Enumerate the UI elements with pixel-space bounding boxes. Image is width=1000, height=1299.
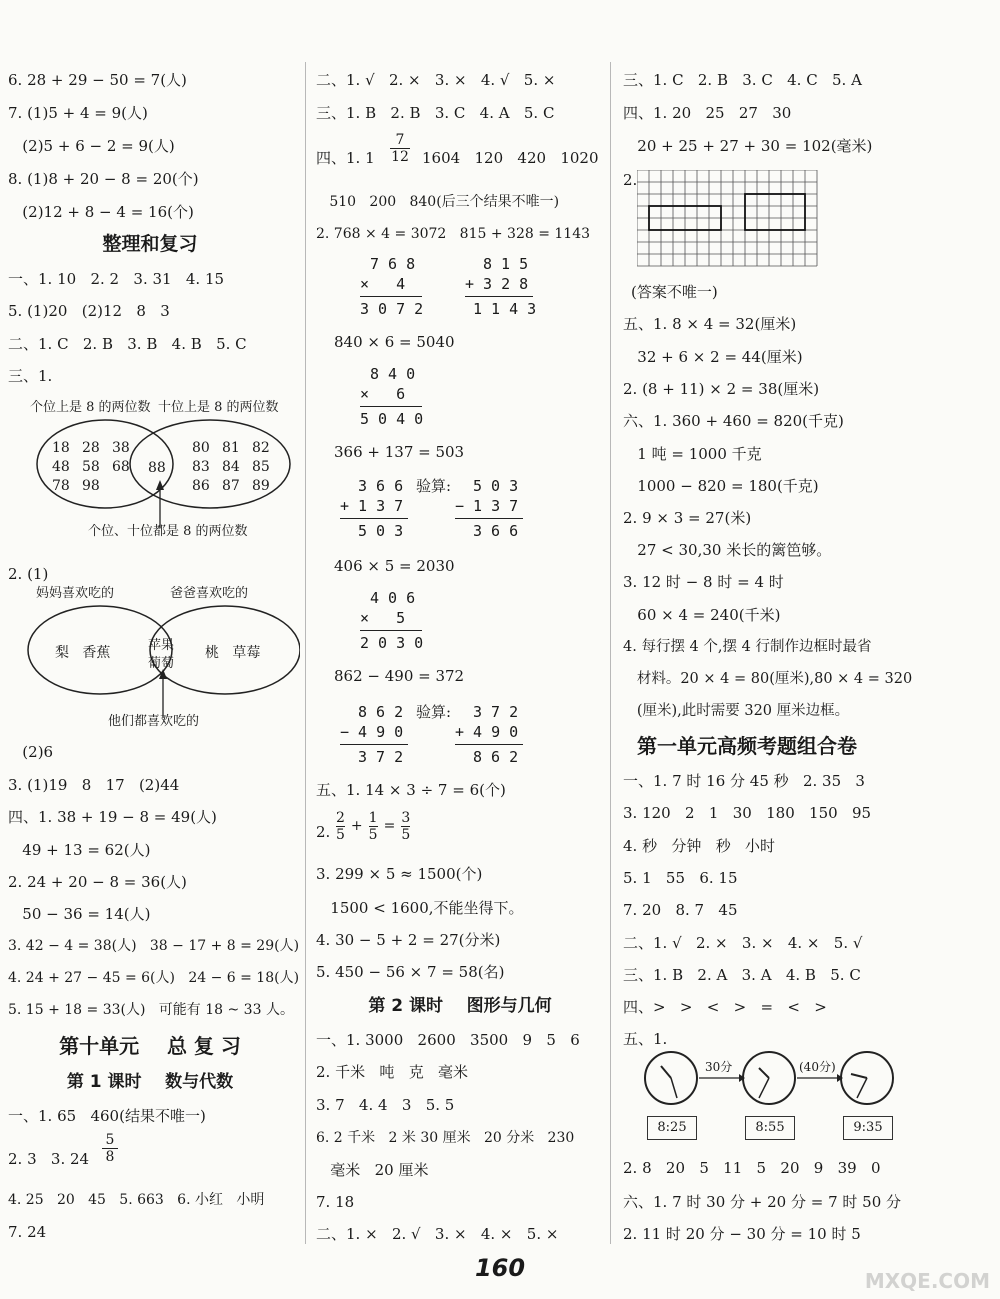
- operand: + 1 3 7: [340, 497, 404, 515]
- answer-line: 406 × 5 = 2030: [334, 557, 455, 575]
- answer-line: 4. 30 − 5 + 2 = 27(分米): [316, 931, 501, 949]
- fraction-numerator: 1: [368, 809, 378, 826]
- venn-item: 28: [82, 440, 100, 456]
- venn-item: 89: [252, 478, 270, 494]
- rectangle-shape: [745, 194, 805, 230]
- answer-line: 1604 120 420 1020: [422, 149, 599, 167]
- operand: × 5: [360, 609, 406, 627]
- answer-line: 三、1. B 2. B 3. C 4. A 5. C: [316, 104, 555, 122]
- operand: × 6: [360, 385, 406, 403]
- operand: 8 1 5: [483, 255, 529, 273]
- answer-line: 840 × 6 = 5040: [334, 333, 455, 351]
- venn-item: 86: [192, 478, 210, 494]
- vertical-calculation: [360, 364, 440, 436]
- plus-sign: +: [350, 818, 363, 834]
- operand: − 4 9 0: [340, 723, 404, 741]
- result: 3 0 7 2: [360, 300, 424, 318]
- fraction-denominator: 12: [391, 149, 409, 165]
- answer-line: 20 + 25 + 27 + 30 = 102(毫米): [623, 137, 873, 155]
- answer-line: 2.: [623, 171, 638, 189]
- answer-line: 五、1. 8 × 4 = 32(厘米): [623, 315, 797, 333]
- answer-line: 三、1. B 2. A 3. A 4. B 5. C: [623, 966, 861, 984]
- result: 3 7 2: [358, 748, 404, 766]
- answer-line: 三、1. C 2. B 3. C 4. C 5. A: [623, 71, 862, 89]
- answer-line: 二、1. √ 2. × 3. × 4. √ 5. ×: [316, 71, 556, 89]
- fraction: [102, 1132, 118, 1165]
- unit-heading: 第一单元高频考题组合卷: [637, 734, 857, 758]
- clock-icon: [645, 1052, 697, 1104]
- venn-left-set: 梨 香蕉: [55, 645, 111, 661]
- answer-line: 五、1. 14 × 3 ÷ 7 = 6(个): [316, 781, 506, 799]
- lesson-heading: 第 1 课时 数与代数: [66, 1072, 234, 1092]
- calc-line: [360, 630, 422, 631]
- venn-item: 81: [222, 440, 240, 456]
- answer-line: 四、1. 1: [316, 149, 375, 167]
- calc-line: [340, 518, 408, 519]
- answer-line: 六、1. 360 + 460 = 820(千克): [623, 412, 844, 430]
- fraction: [336, 810, 345, 843]
- answer-line: 四、> > < > = < >: [623, 998, 827, 1016]
- answer-line: 1000 − 820 = 180(千克): [623, 477, 819, 495]
- answer-line: 6. 28 + 29 − 50 = 7(人): [8, 71, 187, 89]
- answer-line: 366 + 137 = 503: [334, 443, 465, 461]
- operand: 8 6 2: [358, 703, 404, 721]
- answer-line: 2. 3 3. 24: [8, 1150, 90, 1168]
- answer-line: 862 − 490 = 372: [334, 667, 465, 685]
- answer-line: 8. (1)8 + 20 − 8 = 20(个): [8, 170, 199, 188]
- operand: 3 6 6: [358, 477, 404, 495]
- vertical-calculation: [465, 254, 555, 326]
- answer-line: 7. (1)5 + 4 = 9(人): [8, 104, 148, 122]
- venn-item: 87: [222, 478, 240, 494]
- fraction-numerator: 7: [395, 132, 405, 148]
- venn-item: 38: [112, 440, 130, 456]
- answer-line: 60 × 4 = 240(千米): [623, 606, 781, 624]
- answer-line: 5. 1 55 6. 15: [623, 869, 738, 887]
- answer-line: 4. 每行摆 4 个,摆 4 行制作边框时最省: [623, 639, 872, 655]
- fraction-denominator: 5: [368, 826, 378, 843]
- operand: + 3 2 8: [465, 275, 529, 293]
- fraction-numerator: 3: [401, 809, 411, 826]
- answer-line: 一、1. 7 时 16 分 45 秒 2. 35 3: [623, 772, 865, 790]
- answer-line: 一、1. 10 2. 2 3. 31 4. 15: [8, 270, 225, 288]
- operand: 4 0 6: [370, 589, 416, 607]
- result: 5 0 3: [358, 522, 404, 540]
- calc-line: [360, 296, 422, 297]
- answer-line: 1500 < 1600,不能坐得下。: [316, 899, 524, 917]
- answer-line: 3. (1)19 8 17 (2)44: [8, 776, 180, 794]
- vertical-calculation: [360, 588, 440, 660]
- answer-line: 27 < 30,30 米长的篱笆够。: [623, 541, 832, 559]
- venn-right-title: 爸爸喜欢吃的: [170, 586, 249, 601]
- calc-line: [455, 744, 523, 745]
- answer-line: 2. 768 × 4 = 3072 815 + 328 = 1143: [316, 226, 591, 242]
- answer-line: 510 200 840(后三个结果不唯一): [316, 194, 560, 210]
- operand: + 4 9 0: [455, 723, 519, 741]
- answer-line: 32 + 6 × 2 = 44(厘米): [623, 348, 803, 366]
- answer-line: 3. 7 4. 4 3 5. 5: [316, 1096, 455, 1114]
- fraction-numerator: 5: [105, 1132, 115, 1148]
- venn-item: 48: [52, 459, 70, 475]
- clock-icon: [743, 1052, 795, 1104]
- clock-time-box: 8:55: [745, 1116, 795, 1140]
- answer-line: 5. (1)20 (2)12 8 3: [8, 302, 170, 320]
- venn-item: 58: [82, 459, 100, 475]
- page-number: 160: [474, 1254, 526, 1282]
- watermark-text: MXQE.COM: [864, 1269, 990, 1293]
- answer-line: 2. 24 + 20 − 8 = 36(人): [8, 873, 187, 891]
- answer-line: 49 + 13 = 62(人): [8, 841, 151, 859]
- answer-line: 2. 8 20 5 11 5 20 9 39 0: [623, 1159, 881, 1177]
- venn-intersection-bottom: 葡萄: [148, 656, 175, 671]
- fraction: [369, 810, 378, 843]
- venn-left-set: [52, 440, 152, 494]
- result: 2 0 3 0: [360, 634, 424, 652]
- answer-line: 6. 2 千米 2 米 30 厘米 20 分米 230: [316, 1130, 575, 1146]
- answer-line: 2. 千米 吨 克 毫米: [316, 1063, 468, 1081]
- venn-diagram-fruits: [0, 578, 300, 728]
- vertical-calculation: [455, 476, 545, 548]
- unit-heading: 第十单元 总 复 习: [59, 1034, 241, 1058]
- answer-line: 三、1.: [8, 367, 53, 385]
- fraction-denominator: 5: [336, 826, 345, 843]
- answer-line: 二、1. × 2. √ 3. × 4. × 5. ×: [316, 1225, 559, 1243]
- answer-line: 50 − 36 = 14(人): [8, 905, 151, 923]
- operand: × 4: [360, 275, 406, 293]
- venn-right-set: [192, 440, 292, 494]
- answer-line: (2)6: [8, 743, 54, 761]
- answer-line: (2)5 + 6 − 2 = 9(人): [8, 137, 175, 155]
- answer-line: 毫米 20 厘米: [316, 1161, 429, 1179]
- venn-left-title: 个位上是 8 的两位数: [30, 400, 151, 415]
- answer-line: 一、1. 65 460(结果不唯一): [8, 1107, 206, 1125]
- answer-line: 4. 秒 分钟 秒 小时: [623, 837, 775, 855]
- answer-line: 2. (1): [8, 565, 49, 583]
- answer-line: 四、1. 38 + 19 − 8 = 49(人): [8, 808, 217, 826]
- answer-line: 材料。20 × 4 = 80(厘米),80 × 4 = 320: [623, 671, 913, 687]
- result: 1 1 4 3: [473, 300, 537, 318]
- result: 8 6 2: [473, 748, 519, 766]
- answer-line: 4. 24 + 27 − 45 = 6(人) 24 − 6 = 18(人): [8, 970, 300, 986]
- grid-drawing: [637, 170, 827, 270]
- venn-item: 82: [252, 440, 270, 456]
- answer-line: 3. 299 × 5 ≈ 1500(个): [316, 865, 483, 883]
- answer-line: 3. 120 2 1 30 180 150 95: [623, 804, 872, 822]
- venn-caption: 他们都喜欢吃的: [108, 714, 200, 729]
- answer-line: 7. 20 8. 7 45: [623, 901, 738, 919]
- venn-item: 80: [192, 440, 210, 456]
- answer-line: 5. 450 − 56 × 7 = 58(名): [316, 963, 505, 981]
- venn-item: 98: [82, 478, 100, 494]
- answer-line: 四、1. 20 25 27 30: [623, 104, 792, 122]
- vertical-calculation: [455, 702, 545, 774]
- operand: − 1 3 7: [455, 497, 519, 515]
- answer-line: 4. 25 20 45 5. 663 6. 小红 小明: [8, 1192, 265, 1208]
- venn-diagram-digits: [0, 392, 300, 542]
- section-heading: 整理和复习: [102, 233, 198, 255]
- answer-note: (答案不唯一): [631, 283, 718, 301]
- answer-line: 3. 42 − 4 = 38(人) 38 − 17 + 8 = 29(人): [8, 938, 300, 954]
- answer-line: (厘米),此时需要 320 厘米边框。: [623, 703, 850, 719]
- arrow-label: (40分): [799, 1060, 836, 1074]
- answer-line: 5. 15 + 18 = 33(人) 可能有 18 ~ 33 人。: [8, 1002, 294, 1018]
- answer-line: 一、1. 3000 2600 3500 9 5 6: [316, 1031, 580, 1049]
- answer-line: 7. 18: [316, 1193, 355, 1211]
- answer-line: 六、1. 7 时 30 分 + 20 分 = 7 时 50 分: [623, 1193, 902, 1211]
- venn-item: 68: [112, 459, 130, 475]
- operand: 8 4 0: [370, 365, 416, 383]
- arrow-label: 30分: [705, 1060, 733, 1074]
- vertical-calculation: [360, 254, 440, 326]
- operand: 3 7 2: [473, 703, 519, 721]
- fraction-denominator: 5: [401, 826, 411, 843]
- fraction: [390, 132, 410, 165]
- clock-time-box: 8:25: [647, 1116, 697, 1140]
- clock-drawings: [635, 1032, 905, 1122]
- venn-right-set: 桃 草莓: [205, 645, 261, 661]
- calc-line: [455, 518, 523, 519]
- equals-sign: =: [383, 818, 396, 834]
- venn-item: 83: [192, 459, 210, 475]
- venn-item: 78: [52, 478, 70, 494]
- check-label: 验算:: [416, 703, 452, 721]
- venn-intersection-top: 苹果: [148, 638, 175, 653]
- check-label: 验算:: [416, 477, 452, 495]
- venn-intersection: 88: [148, 460, 166, 476]
- watermark-logo: [820, 1223, 990, 1293]
- result: 5 0 4 0: [360, 410, 424, 428]
- answer-line: 二、1. C 2. B 3. B 4. B 5. C: [8, 335, 247, 353]
- operand: 7 6 8: [370, 255, 416, 273]
- answer-line: 2. 11 时 20 分 − 30 分 = 10 时 5: [623, 1225, 861, 1243]
- calc-line: [465, 296, 533, 297]
- lesson-heading: 第 2 课时 图形与几何: [368, 996, 552, 1016]
- fraction-denominator: 8: [105, 1149, 115, 1165]
- fraction: [401, 810, 410, 843]
- clock-sequence: [635, 1032, 905, 1152]
- clock-time-box: 9:35: [843, 1116, 893, 1140]
- answer-line: 7. 24: [8, 1223, 47, 1241]
- calc-line: [360, 406, 422, 407]
- fraction-numerator: 2: [336, 809, 345, 826]
- clock-icon: [841, 1052, 893, 1104]
- result: 3 6 6: [473, 522, 519, 540]
- fraction-equation: [336, 806, 456, 846]
- venn-item: 85: [252, 459, 270, 475]
- column-divider: [610, 62, 611, 1244]
- answer-line: 2. 9 × 3 = 27(米): [623, 509, 752, 527]
- venn-item: 18: [52, 440, 70, 456]
- venn-caption: 个位、十位都是 8 的两位数: [88, 524, 248, 539]
- answer-line: 1 吨 = 1000 千克: [623, 445, 762, 463]
- column-divider: [305, 62, 306, 1244]
- answer-line: 二、1. √ 2. × 3. × 4. × 5. √: [623, 934, 863, 952]
- answer-line: 2.: [316, 823, 331, 841]
- venn-right-title: 十位上是 8 的两位数: [158, 400, 279, 415]
- calc-line: [340, 744, 408, 745]
- operand: 5 0 3: [473, 477, 519, 495]
- venn-left-title: 妈妈喜欢吃的: [36, 586, 115, 601]
- answer-line: (2)12 + 8 − 4 = 16(个): [8, 203, 194, 221]
- venn-item: 84: [222, 459, 240, 475]
- answer-line: 3. 12 时 − 8 时 = 4 时: [623, 573, 784, 591]
- answer-line: 五、1.: [623, 1030, 668, 1048]
- answer-line: 2. (8 + 11) × 2 = 38(厘米): [623, 380, 820, 398]
